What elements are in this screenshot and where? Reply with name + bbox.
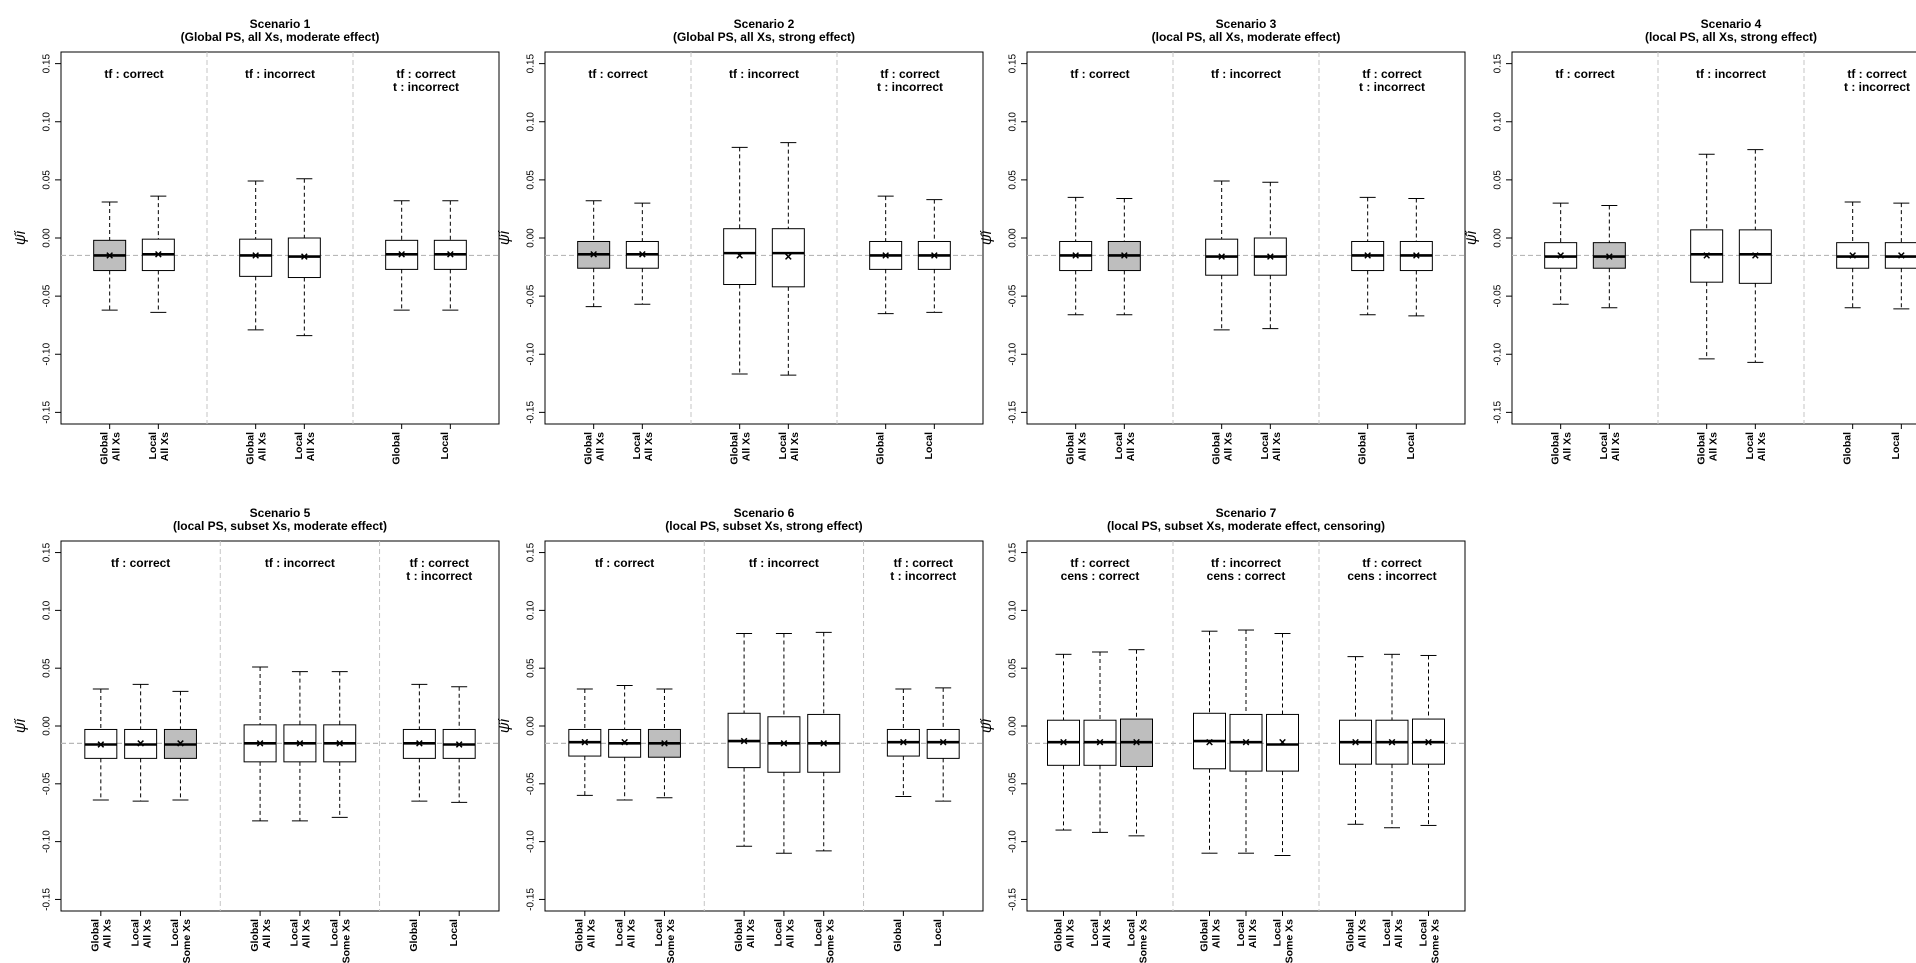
- x-tick-label: All Xs: [1064, 919, 1077, 949]
- x-tick-label: All Xs: [1271, 432, 1284, 462]
- y-tick-label: 0.10: [525, 112, 537, 132]
- box: [324, 672, 356, 818]
- y-tick-label: 0.00: [1007, 716, 1019, 736]
- x-tick-label: Local: [147, 432, 160, 460]
- x-tick-label: All Xs: [1246, 919, 1259, 949]
- group-label: tf : incorrect: [728, 67, 800, 81]
- group-label: tf : correct: [1070, 556, 1130, 570]
- x-tick-label: Some Xs: [1137, 919, 1150, 963]
- x-tick-label: All Xs: [643, 432, 656, 462]
- box: [1084, 652, 1116, 832]
- box: [648, 689, 680, 798]
- x-tick-label: Global: [573, 919, 586, 952]
- x-tick-label: Global: [390, 432, 403, 465]
- box: [870, 196, 902, 313]
- y-tick-label: -0.15: [525, 400, 537, 424]
- chart-panel-3: [978, 17, 1465, 465]
- group-label: tf : correct: [594, 556, 655, 570]
- x-tick-label: All Xs: [585, 919, 598, 949]
- box: [240, 181, 272, 330]
- box: [125, 684, 157, 801]
- x-tick-label: Local: [1088, 919, 1101, 947]
- y-tick-label: -0.05: [525, 772, 537, 796]
- x-tick-label: Local: [1125, 919, 1138, 947]
- y-tick-label: 0.05: [525, 170, 537, 190]
- group-label: t : incorrect: [1358, 80, 1426, 94]
- x-tick-label: All Xs: [141, 919, 154, 949]
- box: [927, 688, 959, 801]
- y-tick-label: -0.05: [525, 284, 537, 308]
- plot-frame: [545, 541, 983, 911]
- chart-subtitle: (Global PS, all Xs, moderate effect): [180, 30, 380, 44]
- x-tick-label: Global: [1356, 432, 1369, 465]
- y-axis-label: ψ̂i: [977, 230, 995, 246]
- y-tick-label: 0.15: [525, 53, 537, 74]
- plot-frame: [61, 541, 499, 911]
- y-tick-label: -0.05: [1007, 772, 1019, 796]
- plot-frame: [1027, 52, 1465, 424]
- group-label: tf : correct: [1847, 67, 1907, 81]
- box: [1400, 198, 1432, 315]
- x-tick-label: All Xs: [1756, 432, 1769, 462]
- box: [1376, 654, 1408, 827]
- x-tick-label: Global: [244, 432, 257, 465]
- group-label: tf : correct: [110, 556, 171, 570]
- box: [728, 634, 760, 847]
- group-label: tf : incorrect: [748, 556, 819, 570]
- x-tick-label: Local: [1113, 432, 1126, 460]
- x-tick-label: Local: [653, 919, 666, 947]
- x-tick-label: Global: [728, 432, 741, 465]
- x-tick-label: All Xs: [784, 919, 797, 949]
- group-label: tf : correct: [104, 67, 164, 81]
- y-tick-label: -0.10: [1007, 342, 1019, 366]
- x-tick-label: Local: [631, 432, 644, 460]
- box-iqr: [772, 229, 804, 287]
- x-tick-label: Global: [89, 919, 102, 952]
- y-tick-label: -0.15: [1007, 888, 1019, 911]
- x-tick-label: Global: [1841, 432, 1854, 465]
- chart-title: Scenario 7: [1215, 506, 1277, 520]
- x-tick-label: Global: [1064, 432, 1077, 465]
- y-tick-label: 0.10: [1007, 112, 1019, 132]
- chart-subtitle: (local PS, subset Xs, strong effect): [665, 519, 863, 533]
- y-tick-label: -0.15: [1492, 400, 1504, 424]
- y-tick-label: -0.15: [525, 888, 537, 911]
- chart-panel-1: [12, 17, 499, 465]
- x-tick-label: All Xs: [1707, 432, 1720, 462]
- group-label: cens : incorrect: [1347, 569, 1437, 583]
- y-tick-label: 0.15: [41, 542, 53, 563]
- y-tick-label: 0.00: [1007, 228, 1019, 248]
- group-label: t : incorrect: [392, 80, 460, 94]
- x-tick-label: All Xs: [101, 919, 114, 949]
- x-tick-label: All Xs: [159, 432, 172, 462]
- x-tick-label: Local: [1744, 432, 1757, 460]
- box: [1267, 634, 1299, 856]
- group-label: tf : correct: [588, 67, 648, 81]
- y-tick-label: -0.15: [41, 888, 53, 911]
- y-tick-label: -0.10: [1492, 342, 1504, 366]
- y-tick-label: -0.10: [41, 830, 53, 854]
- chart-panel-4: [1463, 17, 1916, 465]
- chart-panel-2: [496, 17, 983, 465]
- box: [772, 143, 804, 375]
- y-tick-label: -0.05: [41, 284, 53, 308]
- y-tick-label: -0.10: [525, 342, 537, 366]
- y-tick-label: 0.10: [1492, 112, 1504, 132]
- group-label: tf : incorrect: [264, 556, 335, 570]
- x-tick-label: Local: [328, 919, 341, 947]
- x-tick-label: Local: [1405, 432, 1418, 460]
- y-tick-label: 0.05: [41, 658, 53, 678]
- x-tick-label: All Xs: [1210, 919, 1223, 949]
- y-tick-label: 0.15: [1007, 53, 1019, 74]
- group-label: t : incorrect: [406, 569, 473, 583]
- x-tick-label: Local: [1890, 432, 1903, 460]
- x-tick-label: Local: [447, 919, 460, 947]
- box: [403, 684, 435, 801]
- x-tick-label: All Xs: [1100, 919, 1113, 949]
- box: [887, 689, 919, 797]
- y-tick-label: 0.10: [1007, 600, 1019, 621]
- x-tick-label: Local: [129, 919, 142, 947]
- chart-subtitle: (local PS, subset Xs, moderate effect): [172, 519, 388, 533]
- x-tick-label: Local: [812, 919, 825, 947]
- x-tick-label: Some Xs: [1283, 919, 1296, 963]
- group-label: tf : correct: [1362, 67, 1422, 81]
- chart-title: Scenario 5: [249, 506, 311, 520]
- x-tick-label: Global: [732, 919, 745, 952]
- box: [1691, 154, 1723, 359]
- x-tick-label: All Xs: [594, 432, 607, 462]
- group-label: tf : correct: [1555, 67, 1615, 81]
- y-tick-label: 0.05: [41, 170, 53, 190]
- chart-panel-5: [12, 506, 499, 963]
- x-tick-label: Global: [1695, 432, 1708, 465]
- chart-title: Scenario 6: [733, 506, 795, 520]
- x-tick-label: All Xs: [789, 432, 802, 462]
- y-tick-label: 0.15: [41, 53, 53, 74]
- x-tick-label: Local: [1598, 432, 1611, 460]
- y-tick-label: -0.05: [41, 772, 53, 796]
- x-tick-label: Local: [1380, 919, 1393, 947]
- x-tick-label: All Xs: [300, 919, 313, 949]
- group-label: tf : incorrect: [1695, 67, 1767, 81]
- group-label: tf : incorrect: [1210, 556, 1282, 570]
- x-tick-label: Global: [582, 432, 595, 465]
- group-label: tf : incorrect: [244, 67, 316, 81]
- group-label: t : incorrect: [1843, 80, 1911, 94]
- box: [1340, 657, 1372, 825]
- box: [768, 634, 800, 854]
- x-tick-label: Local: [293, 432, 306, 460]
- chart-panel-6: [496, 506, 983, 963]
- x-tick-label: Global: [408, 919, 421, 952]
- box: [1254, 182, 1286, 328]
- y-axis-label: ψ̂i: [977, 718, 995, 734]
- box-iqr: [927, 729, 959, 758]
- y-tick-label: -0.10: [525, 830, 537, 854]
- chart-title: Scenario 4: [1700, 17, 1762, 31]
- box: [918, 200, 950, 313]
- chart-title: Scenario 1: [249, 17, 311, 31]
- x-tick-label: All Xs: [110, 432, 123, 462]
- box: [1060, 197, 1092, 314]
- x-tick-label: Local: [169, 919, 182, 947]
- x-tick-label: Local: [1271, 919, 1284, 947]
- plot-frame: [545, 52, 983, 424]
- x-tick-label: Local: [923, 432, 936, 460]
- x-tick-label: All Xs: [1076, 432, 1089, 462]
- y-tick-label: 0.05: [1007, 658, 1019, 678]
- box: [164, 691, 196, 800]
- y-tick-label: 0.00: [41, 228, 53, 248]
- chart-title: Scenario 2: [733, 17, 795, 31]
- x-tick-label: Global: [1198, 919, 1211, 952]
- box: [1885, 203, 1916, 309]
- x-tick-label: All Xs: [625, 919, 638, 949]
- y-axis-label: ψ̂i: [11, 230, 29, 246]
- x-tick-label: Global: [1549, 432, 1562, 465]
- y-tick-label: 0.05: [1492, 170, 1504, 190]
- box: [1194, 631, 1226, 853]
- y-axis-label: ψ̂i: [11, 718, 29, 734]
- x-tick-label: Global: [874, 432, 887, 465]
- y-tick-label: 0.10: [41, 112, 53, 132]
- y-tick-label: -0.10: [41, 342, 53, 366]
- x-tick-label: Some Xs: [181, 919, 194, 963]
- x-tick-label: Local: [772, 919, 785, 947]
- x-tick-label: Global: [248, 919, 261, 952]
- box: [1593, 205, 1625, 307]
- box: [578, 201, 610, 307]
- box: [724, 147, 756, 374]
- group-label: tf : correct: [880, 67, 940, 81]
- x-tick-label: Local: [931, 919, 944, 947]
- box: [569, 689, 601, 795]
- chart-title: Scenario 3: [1215, 17, 1277, 31]
- x-tick-label: Global: [1210, 432, 1223, 465]
- y-tick-label: -0.15: [1007, 400, 1019, 424]
- box: [1837, 202, 1869, 308]
- y-tick-label: 0.00: [525, 228, 537, 248]
- box-iqr: [240, 239, 272, 276]
- group-label: t : incorrect: [876, 80, 944, 94]
- y-axis-label: ψ̂i: [495, 230, 513, 246]
- x-tick-label: All Xs: [305, 432, 318, 462]
- chart-subtitle: (Global PS, all Xs, strong effect): [672, 30, 856, 44]
- box: [94, 202, 126, 310]
- x-tick-label: Some Xs: [665, 919, 678, 963]
- x-tick-label: Local: [1234, 919, 1247, 947]
- y-tick-label: -0.05: [1007, 284, 1019, 308]
- box-iqr: [1739, 230, 1771, 283]
- x-tick-label: Some Xs: [824, 919, 837, 963]
- group-label: t : incorrect: [890, 569, 957, 583]
- box: [434, 201, 466, 310]
- y-tick-label: 0.00: [41, 716, 53, 736]
- y-tick-label: -0.05: [1492, 284, 1504, 308]
- box: [443, 687, 475, 803]
- x-tick-label: Global: [1344, 919, 1357, 952]
- x-tick-label: Global: [1052, 919, 1065, 952]
- box: [1230, 630, 1262, 853]
- x-tick-label: All Xs: [744, 919, 757, 949]
- box: [808, 632, 840, 851]
- y-tick-label: 0.15: [525, 542, 537, 563]
- x-tick-label: All Xs: [1561, 432, 1574, 462]
- x-tick-label: All Xs: [740, 432, 753, 462]
- y-tick-label: 0.10: [41, 600, 53, 621]
- box: [1121, 650, 1153, 836]
- box: [288, 179, 320, 336]
- x-tick-label: Local: [288, 919, 301, 947]
- y-tick-label: 0.05: [525, 658, 537, 678]
- x-tick-label: All Xs: [1610, 432, 1623, 462]
- group-label: tf : incorrect: [1210, 67, 1282, 81]
- x-tick-label: All Xs: [1392, 919, 1405, 949]
- y-axis-label: ψ̂i: [1462, 230, 1480, 246]
- x-tick-label: All Xs: [256, 432, 269, 462]
- box: [1352, 197, 1384, 314]
- box: [1545, 203, 1577, 304]
- x-tick-label: Local: [613, 919, 626, 947]
- y-tick-label: 0.05: [1007, 170, 1019, 190]
- box: [609, 686, 641, 800]
- x-tick-label: Some Xs: [340, 919, 353, 963]
- x-tick-label: All Xs: [260, 919, 273, 949]
- chart-panel-7: [978, 506, 1465, 963]
- x-tick-label: All Xs: [1125, 432, 1138, 462]
- chart-subtitle: (local PS, subset Xs, moderate effect, censoring): [1106, 519, 1386, 533]
- x-tick-label: All Xs: [1356, 919, 1369, 949]
- box: [1739, 150, 1771, 363]
- group-label: tf : correct: [1070, 67, 1130, 81]
- box-iqr: [724, 229, 756, 285]
- box: [386, 201, 418, 310]
- group-label: tf : correct: [409, 556, 469, 570]
- x-tick-label: Global: [98, 432, 111, 465]
- box: [626, 203, 658, 304]
- y-tick-label: 0.15: [1007, 542, 1019, 563]
- y-tick-label: -0.15: [41, 400, 53, 424]
- box: [142, 196, 174, 312]
- box: [85, 689, 117, 800]
- chart-subtitle: (local PS, all Xs, strong effect): [1644, 30, 1818, 44]
- plot-frame: [61, 52, 499, 424]
- box: [1048, 654, 1080, 830]
- x-tick-label: Local: [777, 432, 790, 460]
- x-tick-label: Local: [1417, 919, 1430, 947]
- group-label: tf : correct: [396, 67, 456, 81]
- x-tick-label: Local: [439, 432, 452, 460]
- box: [1108, 198, 1140, 314]
- y-tick-label: -0.10: [1007, 830, 1019, 854]
- x-tick-label: Global: [892, 919, 905, 952]
- chart-subtitle: (local PS, all Xs, moderate effect): [1151, 30, 1341, 44]
- group-label: tf : correct: [1362, 556, 1422, 570]
- x-tick-label: All Xs: [1222, 432, 1235, 462]
- box: [1413, 655, 1445, 825]
- y-tick-label: 0.00: [1492, 228, 1504, 248]
- x-tick-label: Some Xs: [1429, 919, 1442, 963]
- y-tick-label: 0.15: [1492, 53, 1504, 74]
- box: [244, 667, 276, 821]
- y-axis-label: ψ̂i: [495, 718, 513, 734]
- group-label: cens : correct: [1206, 569, 1286, 583]
- x-tick-label: Local: [1259, 432, 1272, 460]
- y-tick-label: 0.00: [525, 716, 537, 736]
- box: [1206, 181, 1238, 330]
- box: [284, 672, 316, 821]
- group-label: tf : correct: [893, 556, 953, 570]
- y-tick-label: 0.10: [525, 600, 537, 621]
- group-label: cens : correct: [1060, 569, 1140, 583]
